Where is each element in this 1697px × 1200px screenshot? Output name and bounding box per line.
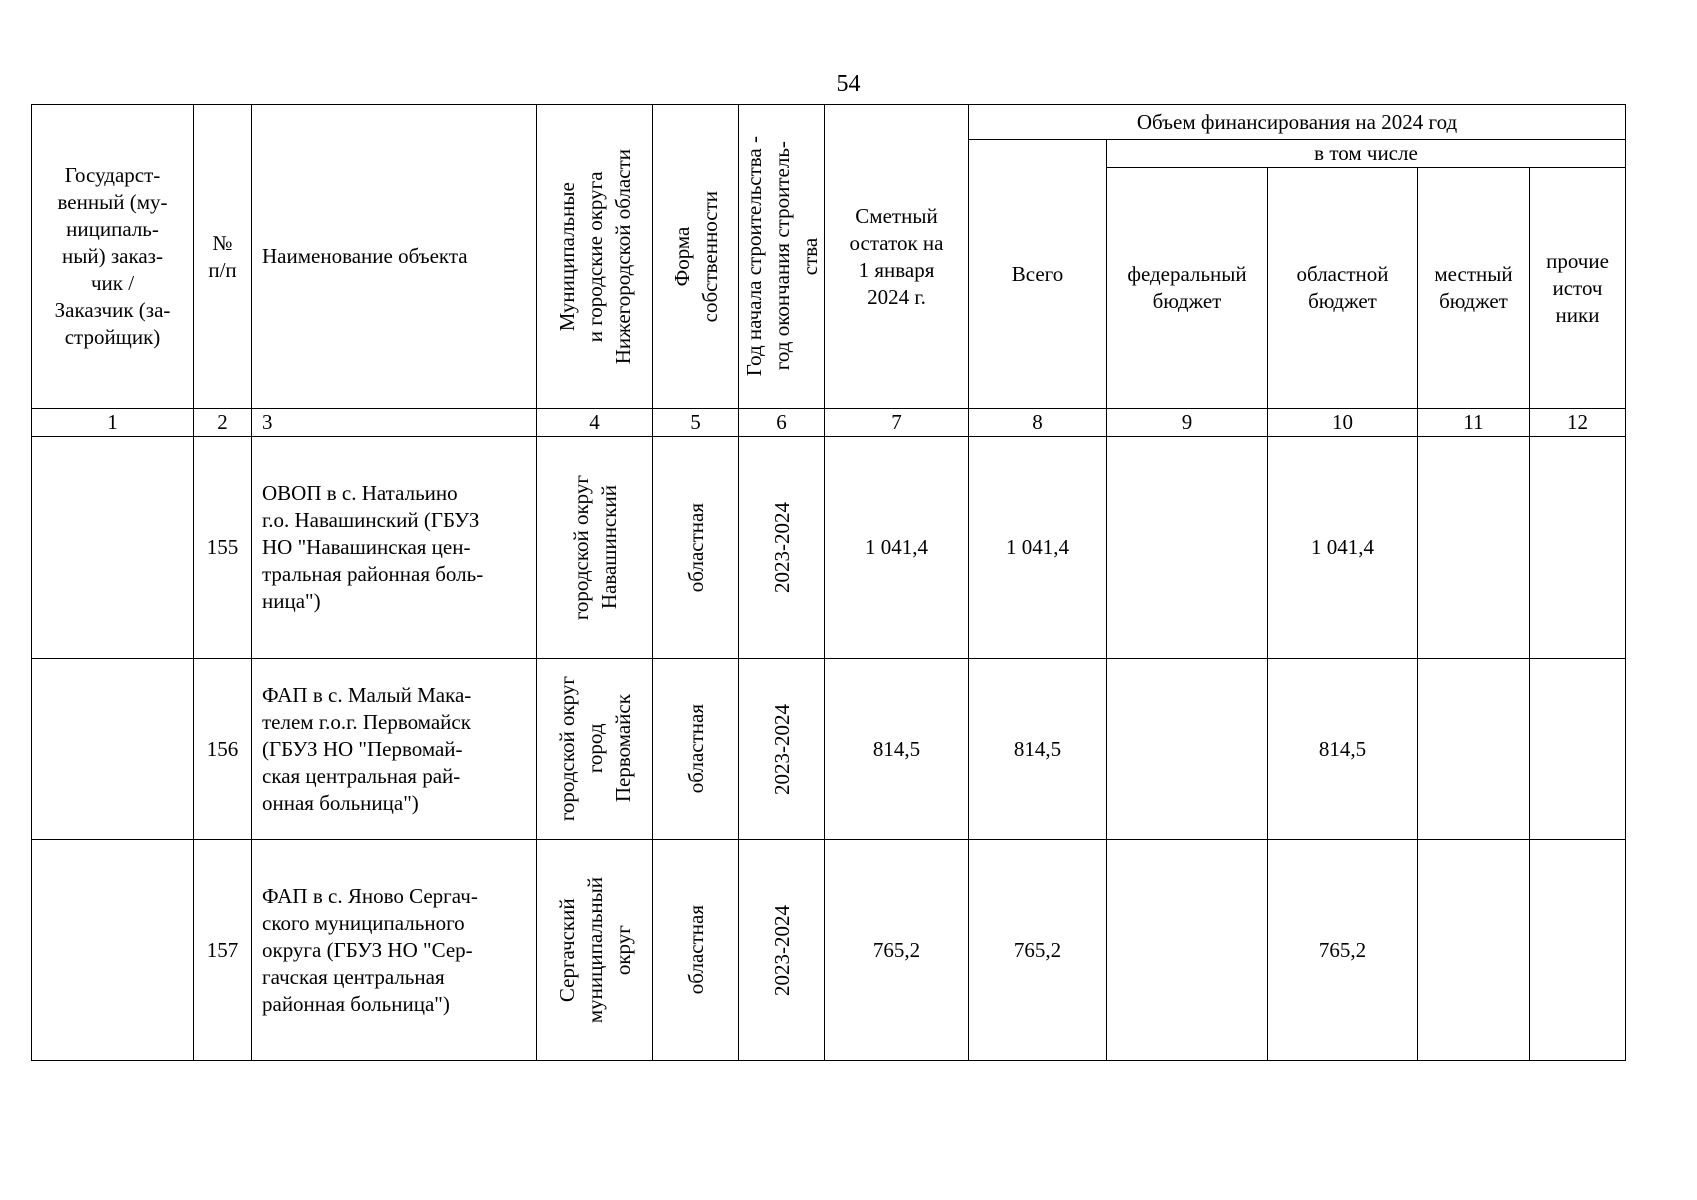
cell-customer xyxy=(32,437,194,659)
cell-regional: 765,2 xyxy=(1268,840,1418,1061)
column-numbers-row xyxy=(32,409,1626,437)
cell-years: 2023-2024 xyxy=(739,437,825,659)
col-number: 6 xyxy=(739,409,825,437)
cell-ownership: областная xyxy=(653,840,739,1061)
table-row xyxy=(32,840,1626,1061)
header-ownership: Форма собственности xyxy=(653,105,739,409)
header-including: в том числе xyxy=(1107,140,1626,168)
cell-local xyxy=(1418,437,1530,659)
header-local: местный бюджет xyxy=(1418,168,1530,409)
cell-name: ОВОП в с. Натальино г.о. Навашинский (ГБУЗ НО "Навашинская цен- тральная районная боль- ница") xyxy=(252,437,537,659)
cell-federal xyxy=(1107,437,1268,659)
cell-municipal: городской округ город Первомайск xyxy=(537,659,653,840)
col-number: 7 xyxy=(825,409,969,437)
cell-total: 765,2 xyxy=(969,840,1107,1061)
header-customer: Государст- венный (му- ниципаль- ный) заказ- чик / Заказчик (за- стройщик) xyxy=(32,105,194,409)
table-row xyxy=(32,659,1626,840)
col-number: 9 xyxy=(1107,409,1268,437)
cell-name: ФАП в с. Малый Мака- телем г.о.г. Первомайск (ГБУЗ НО "Первомай- ская центральная рай- онная больница") xyxy=(252,659,537,840)
cell-federal xyxy=(1107,840,1268,1061)
cell-estimate: 1 041,4 xyxy=(825,437,969,659)
col-number: 8 xyxy=(969,409,1107,437)
col-number: 3 xyxy=(252,409,537,437)
col-number: 12 xyxy=(1530,409,1626,437)
cell-years: 2023-2024 xyxy=(739,840,825,1061)
cell-estimate: 765,2 xyxy=(825,840,969,1061)
header-other: прочие источ ники xyxy=(1530,168,1626,409)
cell-customer xyxy=(32,659,194,840)
header-federal: федеральный бюджет xyxy=(1107,168,1268,409)
cell-local xyxy=(1418,659,1530,840)
cell-regional: 814,5 xyxy=(1268,659,1418,840)
page-number: 54 xyxy=(836,71,861,97)
col-number: 2 xyxy=(194,409,252,437)
header-total: Всего xyxy=(969,140,1107,409)
cell-municipal: Сергачский муниципальный округ xyxy=(537,840,653,1061)
header-municipal: Муниципальные и городские округа Нижегородской области xyxy=(537,105,653,409)
cell-num: 156 xyxy=(194,659,252,840)
header-num: № п/п xyxy=(194,105,252,409)
cell-municipal: городской округ Навашинский xyxy=(537,437,653,659)
col-number: 1 xyxy=(32,409,194,437)
header-name: Наименование объекта xyxy=(252,105,537,409)
cell-federal xyxy=(1107,659,1268,840)
header-row-1 xyxy=(32,105,1626,140)
header-regional: областной бюджет xyxy=(1268,168,1418,409)
cell-customer xyxy=(32,840,194,1061)
header-years: Год начала строительства - год окончания строитель- ства xyxy=(739,105,825,409)
cell-num: 157 xyxy=(194,840,252,1061)
header-funding-group: Объем финансирования на 2024 год xyxy=(969,105,1626,140)
cell-total: 1 041,4 xyxy=(969,437,1107,659)
cell-other xyxy=(1530,840,1626,1061)
col-number: 5 xyxy=(653,409,739,437)
cell-name: ФАП в с. Яново Сергач- ского муниципального округа (ГБУЗ НО "Сер- гачская центральная районная больница") xyxy=(252,840,537,1061)
table-row xyxy=(32,437,1626,659)
cell-years: 2023-2024 xyxy=(739,659,825,840)
col-number: 11 xyxy=(1418,409,1530,437)
cell-ownership: областная xyxy=(653,659,739,840)
cell-regional: 1 041,4 xyxy=(1268,437,1418,659)
cell-local xyxy=(1418,840,1530,1061)
col-number: 10 xyxy=(1268,409,1418,437)
cell-total: 814,5 xyxy=(969,659,1107,840)
col-number: 4 xyxy=(537,409,653,437)
cell-ownership: областная xyxy=(653,437,739,659)
cell-other xyxy=(1530,437,1626,659)
cell-estimate: 814,5 xyxy=(825,659,969,840)
cell-num: 155 xyxy=(194,437,252,659)
financing-table xyxy=(31,104,1626,1061)
header-estimate: Сметный остаток на 1 января 2024 г. xyxy=(825,105,969,409)
cell-other xyxy=(1530,659,1626,840)
